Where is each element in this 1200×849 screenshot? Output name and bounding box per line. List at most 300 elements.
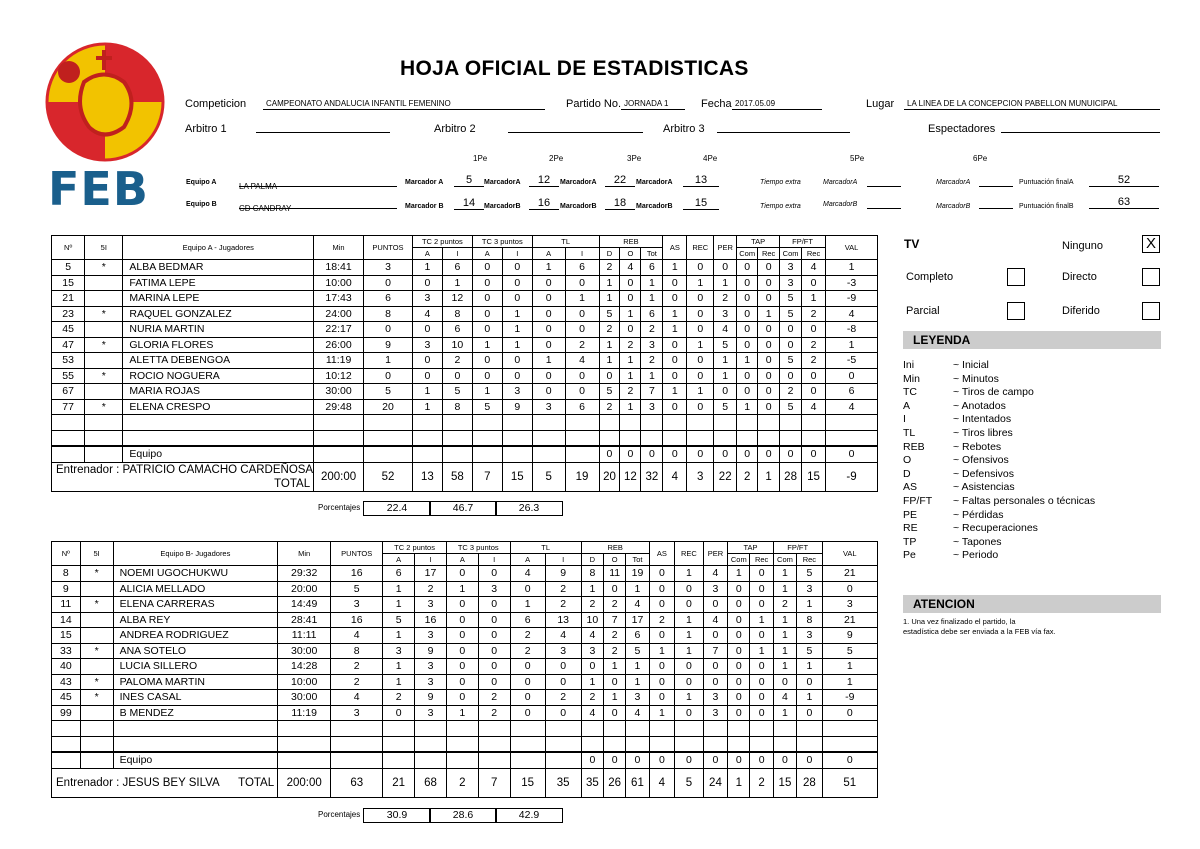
stat-cell: 2	[581, 690, 603, 706]
arbitro3-label: Arbitro 3	[663, 123, 705, 135]
coach-cell	[52, 462, 314, 491]
stat-cell: 0	[750, 566, 773, 582]
stat-cell: *	[80, 643, 113, 659]
stat-cell: 3	[364, 260, 413, 276]
stat-cell: 28:41	[278, 612, 331, 628]
total-cell: 7	[478, 768, 510, 797]
leyenda-desc: ~ Inicial	[953, 359, 989, 371]
stat-cell: 0	[620, 322, 641, 338]
stat-cell: 6	[641, 306, 663, 322]
final-score-b[interactable]: 63	[1089, 196, 1159, 209]
stat-cell: 4	[714, 322, 737, 338]
col-reb: REB	[599, 236, 663, 248]
total-cell: -9	[826, 462, 878, 491]
stat-cell: 2	[510, 628, 545, 644]
stat-cell: 99	[52, 705, 81, 721]
leyenda-item	[903, 413, 1095, 427]
equipo-empty	[383, 752, 415, 768]
extra-a-5[interactable]	[867, 176, 901, 187]
total-cell: 32	[641, 462, 663, 491]
stat-cell: 17	[626, 612, 649, 628]
stat-cell: 0	[545, 659, 581, 675]
stat-cell: 0	[797, 674, 822, 690]
stat-cell: 3	[383, 643, 415, 659]
stat-cell: 0	[687, 399, 714, 415]
stat-cell: 1	[797, 659, 822, 675]
stat-cell: 0	[604, 705, 626, 721]
stat-cell: 1	[687, 275, 714, 291]
stat-cell: 4	[581, 628, 603, 644]
arbitro3-field[interactable]	[717, 120, 850, 133]
empty-cell	[472, 430, 502, 446]
stat-cell: 2	[565, 337, 599, 353]
stat-cell: 7	[641, 384, 663, 400]
stat-cell: 24:00	[314, 306, 364, 322]
stat-cell: 0	[737, 322, 758, 338]
sub-com: Com	[728, 554, 750, 566]
stat-cell: 3	[703, 690, 727, 706]
stat-cell: 0	[472, 306, 502, 322]
stat-cell: 0	[649, 566, 674, 582]
stat-cell: 4	[773, 690, 796, 706]
total-cell: 52	[364, 462, 413, 491]
player-row	[52, 275, 878, 291]
fecha-label: Fecha	[701, 98, 732, 110]
empty-cell	[663, 415, 687, 431]
sub-a: A	[446, 554, 478, 566]
stat-cell: 0	[758, 353, 780, 369]
empty-cell	[758, 415, 780, 431]
stat-cell: 14:28	[278, 659, 331, 675]
stat-cell: 0	[703, 628, 727, 644]
sub-o: O	[620, 248, 641, 260]
stat-cell: 0	[510, 581, 545, 597]
lugar-field[interactable]	[904, 99, 1160, 110]
equipo-cell: 0	[758, 446, 780, 462]
stat-cell: 1	[581, 674, 603, 690]
coach-name: Entrenador : PATRICIO CAMACHO CARDEÑOSA	[56, 463, 314, 476]
leyenda-key: FP/FT	[903, 494, 933, 507]
stat-cell: 0	[802, 368, 826, 384]
stat-cell: 2	[802, 353, 826, 369]
total-cell: 7	[472, 462, 502, 491]
stat-cell: 2	[649, 612, 674, 628]
col-rec: REC	[675, 542, 704, 566]
stat-cell: 2	[641, 322, 663, 338]
empty-cell	[626, 736, 649, 752]
empty-cell	[85, 415, 123, 431]
stat-cell: 0	[446, 612, 478, 628]
stat-cell: 0	[446, 674, 478, 690]
arbitro1-field[interactable]	[256, 120, 390, 133]
score-b-2[interactable]: 16	[529, 197, 559, 210]
col-val: VAL	[826, 236, 878, 260]
equipo-empty	[472, 446, 502, 462]
stat-cell: 0	[750, 628, 773, 644]
table-header-row	[52, 542, 878, 554]
stat-cell: *	[80, 597, 113, 613]
empty-row	[52, 736, 878, 752]
empty-cell	[714, 415, 737, 431]
stat-cell: 0	[687, 306, 714, 322]
stat-cell: 17	[415, 566, 447, 582]
empty-row	[52, 415, 878, 431]
stat-cell: 0	[750, 690, 773, 706]
period-5: 5Pe	[850, 154, 865, 163]
stat-cell: 0	[714, 384, 737, 400]
leyenda-item	[903, 454, 1095, 468]
marcador-b-extra-label: MarcadorB	[823, 201, 858, 208]
stat-cell: 5	[364, 384, 413, 400]
stat-cell: 0	[758, 291, 780, 307]
stat-cell: 0	[758, 275, 780, 291]
stat-cell: 0	[472, 260, 502, 276]
total-cell: 15	[510, 768, 545, 797]
stat-cell: 1	[620, 353, 641, 369]
stat-cell: 0	[649, 659, 674, 675]
stat-cell	[85, 384, 123, 400]
stat-cell: 0	[802, 275, 826, 291]
stat-cell: 0	[364, 322, 413, 338]
sub-com: Com	[780, 248, 802, 260]
sub-rec: Rec	[802, 248, 826, 260]
stat-cell: 0	[750, 674, 773, 690]
stat-cell: 0	[478, 674, 510, 690]
empty-cell	[826, 430, 878, 446]
stat-cell: 0	[750, 597, 773, 613]
arbitro2-label: Arbitro 2	[434, 123, 476, 135]
score-b-1[interactable]: 14	[454, 197, 484, 210]
espectadores-field[interactable]	[1001, 120, 1160, 133]
score-b-3[interactable]: 18	[605, 197, 635, 210]
stat-cell: 0	[737, 306, 758, 322]
marcador-b-label-1: Marcador B	[405, 203, 444, 210]
empty-cell	[737, 430, 758, 446]
sub-i: I	[478, 554, 510, 566]
fecha-field[interactable]	[732, 99, 822, 110]
arbitro2-field[interactable]	[508, 120, 643, 133]
stat-cell: 9	[502, 399, 532, 415]
empty-cell	[641, 415, 663, 431]
player-row	[52, 581, 878, 597]
stat-cell: 0	[737, 275, 758, 291]
player-name: ALBA BEDMAR	[123, 260, 314, 276]
stat-cell: 6	[565, 260, 599, 276]
stat-cell: 1	[773, 566, 796, 582]
score-a-4[interactable]: 13	[683, 174, 719, 187]
marcador-a-label-3: MarcadorA	[560, 179, 597, 186]
arbitro1-label: Arbitro 1	[185, 123, 227, 135]
player-row	[52, 322, 878, 338]
total-cell: 2	[446, 768, 478, 797]
stat-cell: 1	[383, 628, 415, 644]
leyenda-key: REB	[903, 440, 925, 453]
stat-cell: 0	[773, 674, 796, 690]
tv-option-parcial-checkbox[interactable]	[1007, 302, 1025, 320]
stat-cell: 1	[641, 275, 663, 291]
stat-cell: 1	[675, 612, 704, 628]
stat-cell: 0	[446, 597, 478, 613]
stat-cell: 0	[620, 291, 641, 307]
sub-i: I	[415, 554, 447, 566]
player-name: INES CASAL	[113, 690, 278, 706]
player-row	[52, 384, 878, 400]
col-no: Nº	[52, 542, 81, 566]
tiempo-extra-b-label: Tiempo extra	[760, 203, 801, 210]
stat-cell: 4	[626, 705, 649, 721]
stat-cell: 0	[687, 322, 714, 338]
total-cell: 1	[758, 462, 780, 491]
stat-cell: 3	[626, 690, 649, 706]
leyenda-key: O	[903, 454, 912, 467]
player-name: MARINA LEPE	[123, 291, 314, 307]
tv-option-diferido-checkbox[interactable]	[1142, 302, 1160, 320]
stat-cell: 5	[331, 581, 383, 597]
empty-cell	[85, 430, 123, 446]
extra-a-6[interactable]	[979, 176, 1013, 187]
empty-cell	[780, 415, 802, 431]
stat-cell: 0	[703, 659, 727, 675]
stat-cell: *	[80, 566, 113, 582]
empty-cell	[278, 721, 331, 737]
stat-cell: 1	[773, 643, 796, 659]
equipo-cell: 0	[581, 752, 603, 768]
stat-cell: 0	[510, 705, 545, 721]
stat-cell: 14	[52, 612, 81, 628]
empty-cell	[780, 430, 802, 446]
team-a-stats-table	[51, 235, 878, 492]
partido-field[interactable]	[621, 99, 685, 110]
leyenda-item	[903, 400, 1095, 414]
empty-cell	[663, 430, 687, 446]
extra-b-6[interactable]	[979, 198, 1013, 209]
tv-option-ninguno-checkbox[interactable]: X	[1142, 235, 1160, 253]
stat-cell: 1	[675, 690, 704, 706]
stat-cell: 0	[797, 705, 822, 721]
total-cell: 1	[728, 768, 750, 797]
empty-cell	[478, 721, 510, 737]
equipo-empty	[565, 446, 599, 462]
stat-cell: 3	[714, 306, 737, 322]
empty-cell	[565, 415, 599, 431]
competicion-value: CAMPEONATO ANDALUCIA INFANTIL FEMENINO	[266, 99, 451, 108]
total-label: TOTAL	[274, 477, 311, 490]
player-name: ANDREA RODRIGUEZ	[113, 628, 278, 644]
total-cell: 2	[750, 768, 773, 797]
score-b-4[interactable]: 15	[683, 197, 719, 210]
stat-cell: 4	[331, 690, 383, 706]
total-cell: 15	[802, 462, 826, 491]
stat-cell: 0	[758, 322, 780, 338]
score-a-1[interactable]: 5	[454, 174, 484, 187]
stat-cell: 5	[797, 566, 822, 582]
sub-i: I	[502, 248, 532, 260]
stat-cell: 53	[52, 353, 85, 369]
stat-cell: 3	[415, 597, 447, 613]
equipo-row	[52, 446, 878, 462]
marcador-a-label-1: Marcador A	[405, 179, 444, 186]
empty-cell	[599, 415, 620, 431]
stat-cell: 0	[478, 566, 510, 582]
stat-cell: 8	[331, 643, 383, 659]
stat-cell: 1	[532, 260, 565, 276]
stat-cell: 5	[780, 291, 802, 307]
total-cell: 28	[780, 462, 802, 491]
stat-cell: 1	[641, 368, 663, 384]
equipo-b-field[interactable]	[239, 198, 397, 213]
page-title: HOJA OFICIAL DE ESTADISTICAS	[400, 57, 749, 80]
competicion-label: Competicion	[185, 98, 247, 110]
stat-cell: 2	[478, 690, 510, 706]
stat-cell: 2	[641, 353, 663, 369]
empty-cell	[620, 415, 641, 431]
equipo-empty	[442, 446, 472, 462]
player-row	[52, 566, 878, 582]
player-name: ALBA REY	[113, 612, 278, 628]
stat-cell: 0	[675, 705, 704, 721]
team-b-stats-table	[51, 541, 878, 798]
stat-cell: 10:00	[278, 674, 331, 690]
stat-cell: 33	[52, 643, 81, 659]
stat-cell: 0	[649, 690, 674, 706]
stat-cell: -3	[826, 275, 878, 291]
total-cell: 5	[675, 768, 704, 797]
total-cell: 2	[737, 462, 758, 491]
extra-b-5[interactable]	[867, 198, 901, 209]
stat-cell: 18:41	[314, 260, 364, 276]
stat-cell: 0	[802, 384, 826, 400]
col-reb: REB	[581, 542, 649, 554]
stat-cell: 0	[663, 399, 687, 415]
atencion-line-1: 1. Una vez finalizado el partido, la	[903, 617, 1016, 626]
stat-cell: 0	[703, 674, 727, 690]
stat-cell: 0	[649, 597, 674, 613]
tv-option-directo-checkbox[interactable]	[1142, 268, 1160, 286]
stat-cell: 0	[822, 581, 877, 597]
empty-cell	[113, 721, 278, 737]
empty-cell	[502, 415, 532, 431]
col-min: Min	[314, 236, 364, 260]
tv-option-completo-checkbox[interactable]	[1007, 268, 1025, 286]
stat-cell: 0	[446, 566, 478, 582]
leyenda-item	[903, 495, 1095, 509]
stat-cell: 0	[446, 643, 478, 659]
stat-cell: 1	[649, 705, 674, 721]
stat-cell: 0	[675, 597, 704, 613]
stat-cell: 6	[826, 384, 878, 400]
total-cell: 4	[649, 768, 674, 797]
stat-cell: 0	[565, 306, 599, 322]
stat-cell: 11	[52, 597, 81, 613]
stat-cell: 0	[532, 306, 565, 322]
empty-cell	[620, 430, 641, 446]
equipo-cell: 0	[626, 752, 649, 768]
col-per: PER	[714, 236, 737, 260]
stat-cell: 3	[797, 628, 822, 644]
equipo-empty	[314, 446, 364, 462]
stat-cell: 0	[826, 368, 878, 384]
stat-cell: 11:19	[314, 353, 364, 369]
stat-cell: 0	[675, 659, 704, 675]
sub-d: D	[581, 554, 603, 566]
stat-cell: 47	[52, 337, 85, 353]
stat-cell: 0	[780, 368, 802, 384]
col-tap: TAP	[728, 542, 774, 554]
equipo-cell: 0	[737, 446, 758, 462]
col-5i: 5I	[85, 236, 123, 260]
stat-cell: 0	[758, 337, 780, 353]
stat-cell	[80, 705, 113, 721]
stat-cell: 4	[626, 597, 649, 613]
competicion-field[interactable]	[263, 99, 545, 110]
stat-cell: 6	[383, 566, 415, 582]
col-no: Nº	[52, 236, 85, 260]
stat-cell: 10:12	[314, 368, 364, 384]
col-as: AS	[649, 542, 674, 566]
empty-row	[52, 721, 878, 737]
col-fp: FP/FT	[773, 542, 822, 554]
stat-cell: 7	[703, 643, 727, 659]
leyenda-desc: ~ Tiros libres	[953, 426, 1013, 439]
score-a-3[interactable]: 22	[605, 174, 635, 187]
stat-cell: 5	[714, 337, 737, 353]
period-1: 1Pe	[473, 154, 488, 163]
stat-cell: 1	[446, 581, 478, 597]
empty-cell	[826, 415, 878, 431]
stat-cell: 5	[780, 306, 802, 322]
empty-cell	[278, 736, 331, 752]
col-5i: 5I	[80, 542, 113, 566]
stat-cell: 2	[331, 674, 383, 690]
stat-cell: 4	[565, 353, 599, 369]
empty-cell	[532, 415, 565, 431]
player-row	[52, 399, 878, 415]
empty-cell	[331, 736, 383, 752]
total-cell: 58	[442, 462, 472, 491]
stat-cell: 2	[581, 597, 603, 613]
stat-cell: 0	[446, 659, 478, 675]
equipo-cell: 0	[663, 446, 687, 462]
stat-cell: 0	[675, 674, 704, 690]
leyenda-item	[903, 427, 1095, 441]
empty-cell	[581, 721, 603, 737]
leyenda-desc: ~ Periodo	[953, 549, 999, 562]
player-name: FATIMA LEPE	[123, 275, 314, 291]
equipo-cell: 0	[822, 752, 877, 768]
stat-cell: 1	[383, 581, 415, 597]
empty-cell	[446, 721, 478, 737]
marcador-a-label-4: MarcadorA	[636, 179, 673, 186]
empty-cell	[472, 415, 502, 431]
equipo-a-field[interactable]	[239, 176, 397, 191]
player-name: ELENA CRESPO	[123, 399, 314, 415]
score-a-2[interactable]: 12	[529, 174, 559, 187]
stat-cell	[85, 322, 123, 338]
player-name: NOEMI UGOCHUKWU	[113, 566, 278, 582]
stat-cell: 16	[331, 566, 383, 582]
stat-cell: 2	[802, 306, 826, 322]
stat-cell: 0	[728, 597, 750, 613]
stat-cell: 1	[412, 260, 442, 276]
empty-cell	[510, 721, 545, 737]
stat-cell: 8	[797, 612, 822, 628]
stat-cell: 6	[510, 612, 545, 628]
empty-cell	[773, 736, 796, 752]
coach-name: Entrenador : JESUS BEY SILVA	[56, 776, 220, 789]
stat-cell: 2	[802, 337, 826, 353]
equipo-cell: 0	[620, 446, 641, 462]
final-score-a[interactable]: 52	[1089, 174, 1159, 187]
